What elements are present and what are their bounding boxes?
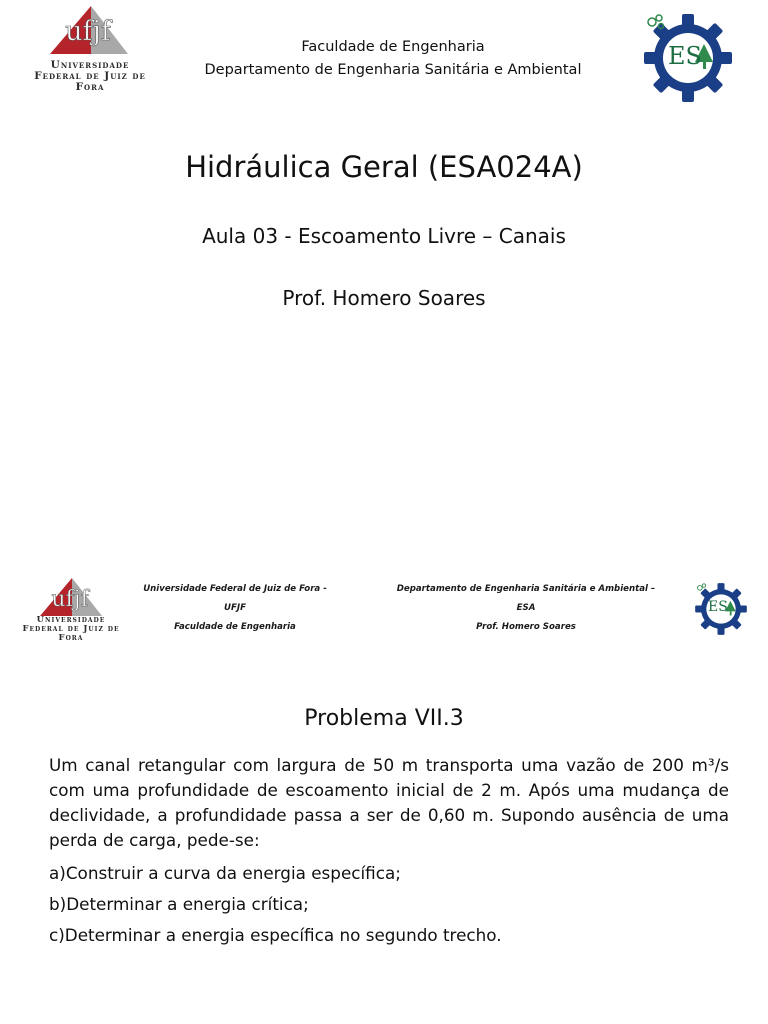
problem-item-b: b)Determinar a energia crítica; <box>49 894 309 914</box>
university-name: Universidade Federal de Juiz de Fora <box>34 59 146 94</box>
header-right-line2: Prof. Homero Soares <box>476 622 576 632</box>
problem-item-a: a)Construir a curva da energia específica; <box>49 863 401 883</box>
problem-slide <box>0 560 768 1024</box>
ufjf-logo <box>20 4 160 94</box>
problem-items <box>49 858 729 951</box>
ufjf-logo-mark-small <box>14 576 128 620</box>
department-name: Departamento de Engenharia Sanitária e Ambiental <box>204 62 582 78</box>
ufjf-logo-small <box>14 576 128 644</box>
esa-logo-letters: ES <box>668 42 702 70</box>
slide-header <box>160 36 626 82</box>
problem-title: Problema VII.3 <box>304 706 464 731</box>
faculty-name: Faculdade de Engenharia <box>301 39 485 55</box>
ufjf-logo-mark <box>20 4 160 60</box>
page-title: Hidráulica Geral (ESA024A) <box>185 150 583 184</box>
svg-text:ufjf: ufjf <box>65 16 111 47</box>
header-left-line1: Universidade Federal de Juiz de Fora - UFJF <box>143 584 327 613</box>
author-name: Prof. Homero Soares <box>282 286 486 310</box>
esa-logo-small <box>694 582 748 636</box>
header-left-line2: Faculdade de Engenharia <box>174 622 296 632</box>
problem-statement: Um canal retangular com largura de 50 m transporta uma vazão de 200 m³/s com uma profundidade de escoamento inicial de 2 m. Após uma mudança de declividade, a profundidade passa a ser de 0,60 m. Supondo ausência de uma perda de carga, pede-se: <box>49 755 729 850</box>
university-name-small: Universidade Federal de Juiz de Fora <box>22 615 120 643</box>
esa-logo <box>642 12 734 104</box>
header-left <box>132 580 338 637</box>
svg-text:ufjf: ufjf <box>51 587 89 612</box>
esa-logo-letters-small: ES <box>708 599 728 615</box>
header-right <box>388 580 664 637</box>
header-right-line1: Departamento de Engenharia Sanitária e Ambiental – ESA <box>396 584 656 613</box>
lecture-subtitle: Aula 03 - Escoamento Livre – Canais <box>202 224 566 248</box>
problem-item-c: c)Determinar a energia específica no segundo trecho. <box>49 925 502 945</box>
